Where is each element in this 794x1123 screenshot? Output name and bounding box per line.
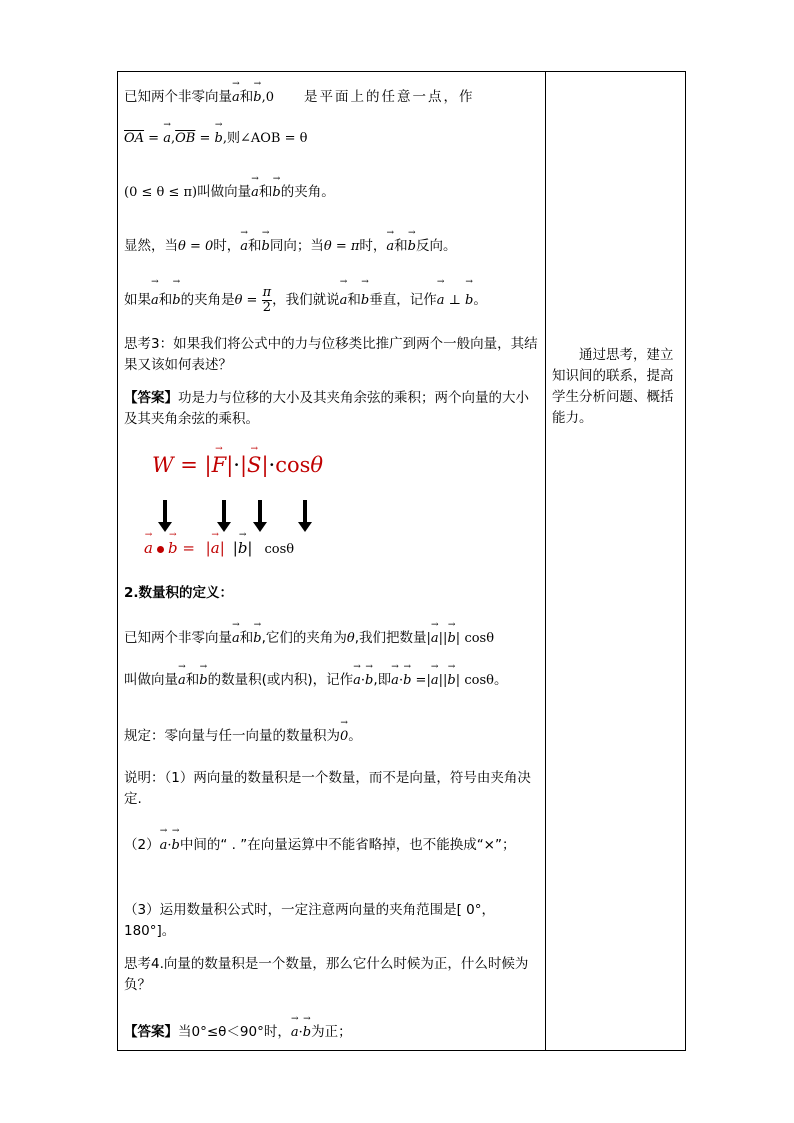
- formula-w: W: [152, 453, 174, 477]
- vector-a: → a: [232, 629, 240, 649]
- vector-a: → a: [160, 835, 168, 856]
- vector-a: → a: [291, 1023, 299, 1043]
- work-formula-figure: [144, 453, 364, 563]
- text: ,它们的夹角为: [261, 630, 347, 646]
- vector-a: → a: [211, 539, 220, 557]
- zero-vector-rule: [124, 726, 362, 747]
- dot-product-def-2: 叫做向量→ a和→ b的数量积(或内积)，记作→ a·→ b,即→ a·→ b =|→ a||→ b| cosθ。: [124, 670, 507, 691]
- text: ,则∠AOB = θ: [222, 131, 308, 146]
- think-4: 思考4.向量的数量积是一个数量，那么它什么时候为正，什么时候为负？: [124, 956, 529, 993]
- text: 为正；: [311, 1024, 352, 1040]
- text: 。: [493, 672, 508, 688]
- text: 已知两个非零向量: [124, 630, 232, 646]
- angle-def-line-3: [124, 182, 335, 203]
- text: 和: [158, 292, 173, 308]
- text: ·: [167, 838, 172, 853]
- math: cosθ: [464, 631, 495, 646]
- text: =: [411, 673, 427, 688]
- text: 和: [394, 238, 408, 254]
- vector-a: → a: [431, 671, 439, 691]
- text: ·: [398, 673, 404, 688]
- text: =: [195, 131, 215, 146]
- column-divider: [545, 71, 546, 1051]
- note-3: （3）运用数量积公式时，一定注意两向量的夹角范围是[ 0°，180°]。: [124, 902, 495, 939]
- vector-b: → b: [447, 671, 455, 691]
- text: 。: [473, 292, 487, 308]
- text: 和: [185, 672, 200, 688]
- work-formula: W = |→ F|·|→ S|·cosθ: [152, 453, 323, 477]
- text: =: [144, 131, 164, 146]
- vector-a: → a: [391, 671, 399, 691]
- dot-icon: [157, 546, 164, 553]
- math: θ =: [234, 293, 262, 308]
- arrow-down-icon: [222, 500, 226, 524]
- perp-symbol: ⊥: [444, 293, 465, 308]
- note-1: 说明：（1）两向量的数量积是一个数量，而不是向量，符号由夹角决定.: [124, 770, 531, 807]
- text: =: [177, 539, 200, 557]
- zero-vector: → 0: [340, 727, 348, 747]
- vector-a: → a: [144, 539, 153, 557]
- text: 和: [347, 292, 361, 308]
- vector-b: → b: [272, 183, 280, 203]
- text: 中间的“ . ”在向量运算中不能省略掉，也不能换成“×”；: [179, 837, 516, 853]
- vector-b: → b: [199, 671, 207, 691]
- vector-oa: $\overline{OA}$: [124, 131, 145, 146]
- vector-s: → S: [247, 453, 261, 477]
- text: 的夹角是: [180, 292, 235, 308]
- dot-product-def-1: 已知两个非零向量→ a和→ b,它们的夹角为θ,我们把数量|→ a||→ b| cosθ: [124, 628, 494, 649]
- theta-range: (0 ≤ θ ≤ π): [124, 185, 198, 200]
- vector-b: → b: [465, 286, 473, 316]
- vector-b: → b: [303, 1023, 311, 1043]
- text: （2）: [124, 837, 160, 853]
- math: θ = π: [323, 239, 360, 254]
- answer-label: 【答案】: [124, 390, 178, 406]
- vector-ob: $\overline{OB}$: [175, 131, 196, 146]
- think-3: 思考3：如果我们将公式中的力与位移类比推广到两个一般向量，其结果又该如何表述？: [124, 336, 538, 373]
- answer-label: 【答案】: [124, 1024, 178, 1040]
- design-intent-column: [552, 345, 680, 429]
- vector-b: → b: [215, 129, 223, 149]
- math: θ: [346, 631, 355, 646]
- text: 反向。: [415, 238, 457, 254]
- text: 。: [348, 728, 362, 744]
- text: 如果: [124, 292, 151, 308]
- math: θ = 0: [178, 239, 214, 254]
- text: 叫做向量: [124, 672, 178, 688]
- text: 当0°≤θ＜90°时，: [178, 1024, 291, 1040]
- text: ·: [360, 673, 366, 688]
- formula-cos: cos: [275, 453, 311, 477]
- vector-a: → a: [232, 88, 240, 108]
- formula-eq: =: [173, 453, 205, 477]
- text: ,我们把数量: [354, 630, 427, 646]
- text: 的夹角。: [280, 184, 335, 200]
- formula-theta: θ: [310, 453, 324, 477]
- dot-product-formula: → a → b = |→ a| |→ b| cosθ: [144, 539, 294, 557]
- design-intent-note: 通过思考，建立知识间的联系，提高学生分析问题、概括能力。: [552, 347, 674, 426]
- vector-b: → b: [168, 539, 178, 557]
- text: 叫做向量: [197, 184, 252, 200]
- vector-b: → b: [361, 286, 369, 316]
- vector-a: → a: [163, 129, 171, 149]
- angle-def-line-2: [124, 128, 307, 149]
- vector-a: → a: [353, 671, 361, 691]
- text: 是平面上的任意一点，作: [304, 89, 475, 105]
- vector-a: → a: [151, 286, 159, 316]
- vector-a: → a: [437, 286, 445, 316]
- text: 的数量积(或内积)，记作: [207, 672, 354, 688]
- vector-a: → a: [240, 237, 248, 257]
- text: 已知两个非零向量: [124, 89, 232, 105]
- section-heading: 2.数量积的定义：: [124, 585, 234, 601]
- text: ,: [170, 131, 176, 146]
- arrow-down-icon: [163, 500, 167, 524]
- pi-over-2: $\frac{\pi}{2}$: [262, 284, 272, 315]
- text: 时，: [359, 238, 387, 254]
- text: 和: [239, 630, 254, 646]
- direction-line: [124, 236, 456, 257]
- formula-dot: ·: [233, 453, 240, 477]
- text: 垂直，记作: [369, 292, 437, 308]
- vector-b: → b: [403, 671, 411, 691]
- vector-b: → b: [365, 671, 373, 691]
- text: 同向；当: [269, 238, 324, 254]
- text: ·: [298, 1025, 303, 1040]
- answer-1: [124, 388, 538, 430]
- vector-b: → b: [447, 629, 455, 649]
- answer-2: [124, 1022, 352, 1043]
- arrow-down-icon: [258, 500, 262, 524]
- note-2: [124, 835, 538, 856]
- vector-f: → F: [212, 453, 227, 477]
- text: 显然，当: [124, 238, 178, 254]
- text: 规定：零向量与任一向量的数量积为: [124, 728, 340, 744]
- perpendicular-line: [124, 285, 487, 316]
- math: cosθ: [464, 673, 494, 688]
- vector-b: → b: [253, 88, 261, 108]
- vector-b: → b: [172, 286, 180, 316]
- text: 时，: [213, 238, 241, 254]
- content-column: [124, 71, 540, 1051]
- answer-text: 功是力与位移的大小及其夹角余弦的乘积；两个向量的大小及其夹角余弦的乘积。: [124, 390, 529, 427]
- text: ,0: [261, 90, 274, 105]
- vector-a: → a: [431, 629, 439, 649]
- text: cosθ: [264, 542, 295, 557]
- vector-a: → a: [178, 671, 186, 691]
- text: 和: [258, 184, 273, 200]
- vector-b: → b: [253, 629, 261, 649]
- text: 和: [248, 238, 262, 254]
- vector-a: → a: [386, 237, 394, 257]
- vector-a: → a: [251, 183, 259, 203]
- vector-b: → b: [408, 237, 416, 257]
- formula-dot: ·: [268, 453, 276, 477]
- text: ，我们就说: [272, 292, 340, 308]
- text: 和: [239, 89, 254, 105]
- vector-a: → a: [340, 286, 348, 316]
- text: ,即: [373, 672, 392, 688]
- arrow-down-icon: [303, 500, 307, 524]
- vector-b: → b: [262, 237, 270, 257]
- vector-b: → b: [238, 539, 248, 557]
- angle-def-line-1: [124, 87, 475, 108]
- vector-b: → b: [172, 835, 180, 856]
